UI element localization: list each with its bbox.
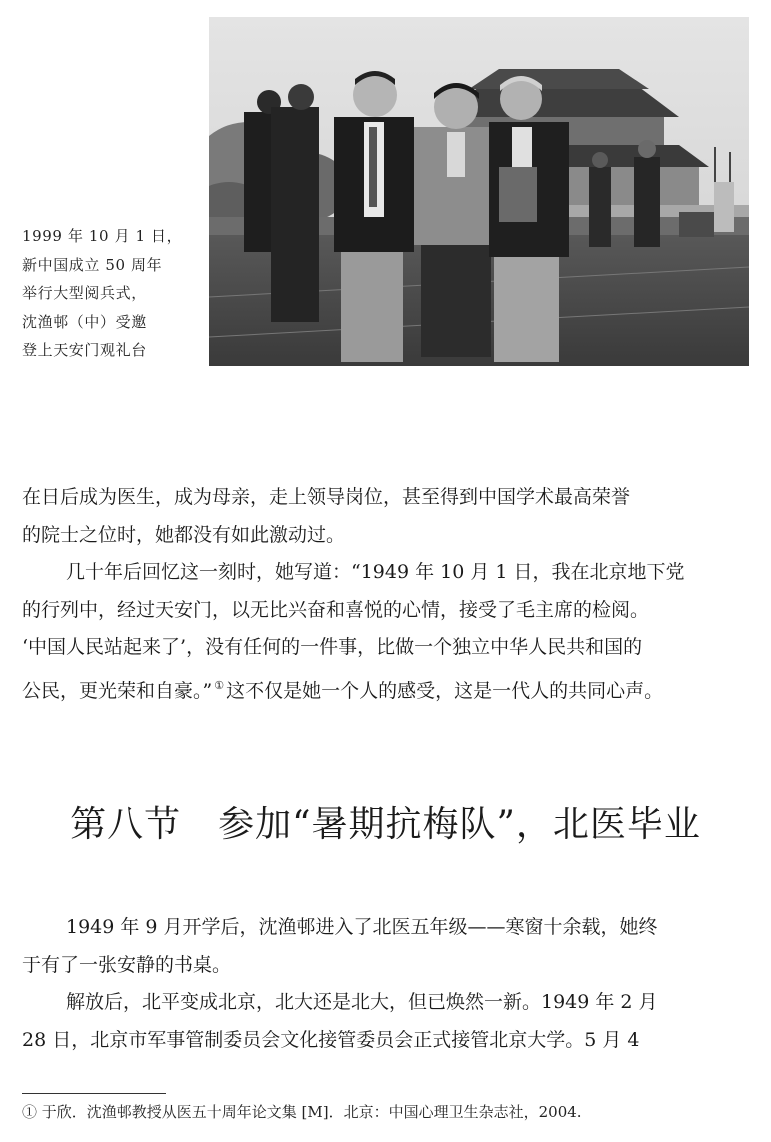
footnote-divider — [22, 1093, 166, 1094]
text-line: ‘中国人民站起来了’，没有任何的一件事，比做一个独立中华人民共和国的 — [22, 636, 643, 658]
text-line: 几十年后回忆这一刻时，她写道：“1949 年 10 月 1 日，我在北京地下党 — [66, 561, 685, 583]
text-line: 于有了一张安静的书桌。 — [22, 953, 232, 976]
caption-line: 新中国成立 50 周年 — [22, 255, 163, 274]
photo-caption — [22, 222, 200, 365]
tiananmen-photo — [209, 17, 749, 366]
text-line: 的院士之位时，她都没有如此激动过。 — [22, 523, 346, 546]
footnote-text: ① 于欣．沈渔邨教授从医五十周年论文集 [M]．北京：中国心理卫生杂志社，2004. — [22, 1103, 582, 1121]
text-segment: 公民，更光荣和自豪。” — [22, 679, 213, 702]
text-line: 1949 年 9 月开学后，沈渔邨进入了北医五年级——寒窗十余载，她终 — [66, 916, 658, 938]
text-line-with-footnote — [22, 667, 749, 711]
body-text-1 — [22, 479, 749, 710]
text-segment: 这不仅是她一个人的感受，这是一代人的共同心声。 — [226, 679, 664, 702]
text-line: 在日后成为医生，成为母亲，走上领导岗位，甚至得到中国学术最高荣誉 — [22, 486, 631, 508]
caption-line: 1999 年 10 月 1 日， — [22, 227, 183, 245]
section-heading: 第八节 参加“暑期抗梅队”，北医毕业 — [70, 804, 701, 845]
body-text-2 — [22, 909, 749, 1059]
caption-line: 沈渔邨（中）受邀 — [22, 312, 147, 331]
caption-line: 登上天安门观礼台 — [22, 341, 147, 359]
text-line: 的行列中，经过天安门，以无比兴奋和喜悦的心情，接受了毛主席的检阅。 — [22, 598, 650, 621]
photo-illustration — [209, 17, 749, 366]
text-line: 28 日，北京市军事管制委员会文化接管委员会正式接管北京大学。5 月 4 — [22, 1028, 640, 1051]
text-line: 解放后，北平变成北京，北大还是北大，但已焕然一新。1949 年 2 月 — [66, 991, 658, 1013]
footnote-reference[interactable]: ① — [214, 678, 225, 692]
caption-line: 举行大型阅兵式， — [22, 284, 147, 302]
